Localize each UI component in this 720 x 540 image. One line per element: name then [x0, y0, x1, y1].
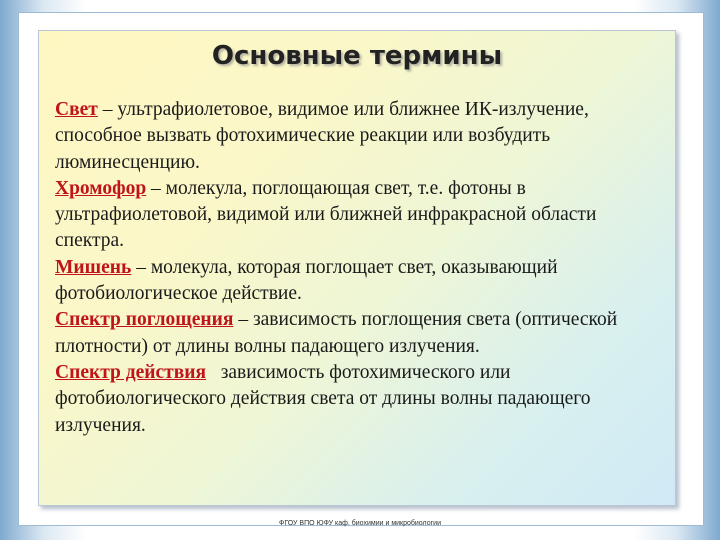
definition-item: [55, 255, 667, 308]
slide: [38, 30, 676, 506]
term-label: Спектр действия: [55, 361, 207, 383]
definitions-list: [55, 97, 667, 439]
definition-text: молекула, которая поглощает свет, оказывающий фотобиологическое действие.: [55, 256, 558, 305]
term-label: Спектр поглощения: [55, 309, 234, 331]
term-dash: –: [97, 99, 118, 120]
definition-text: зависимость поглощения света (оптической плотности) от длины волны падающего излучения.: [55, 309, 618, 357]
term-dash: –: [146, 177, 166, 199]
term-label: Мишень: [55, 256, 132, 278]
term-label: Хромофор: [55, 177, 147, 199]
term-dash: –: [131, 256, 151, 278]
definition-item: [55, 97, 667, 176]
term-dash: –: [233, 309, 253, 331]
definition-text: молекула, поглощающая свет, т.е. фотоны в ультрафиолетовой, видимой или ближней инфракрасной области спектра.: [55, 177, 597, 252]
term-label: Свет: [55, 99, 98, 120]
slide-title: Основные термины: [211, 41, 503, 71]
definition-text: зависимость фотохимического или фотобиологического действия света от длины волны падающего излучения.: [55, 361, 591, 436]
page-footer: ФГОУ ВПО ЮФУ каф. биохимии и микробиологии: [279, 520, 441, 527]
definition-item: [55, 360, 667, 439]
definition-text: ультрафиолетовое, видимое или ближнее ИК-излучение, способное вызвать фотохимические реакции или возбудить люминесценцию.: [55, 99, 589, 173]
term-dash: [206, 362, 221, 383]
definition-item: [55, 307, 667, 360]
definition-item: [55, 176, 667, 255]
